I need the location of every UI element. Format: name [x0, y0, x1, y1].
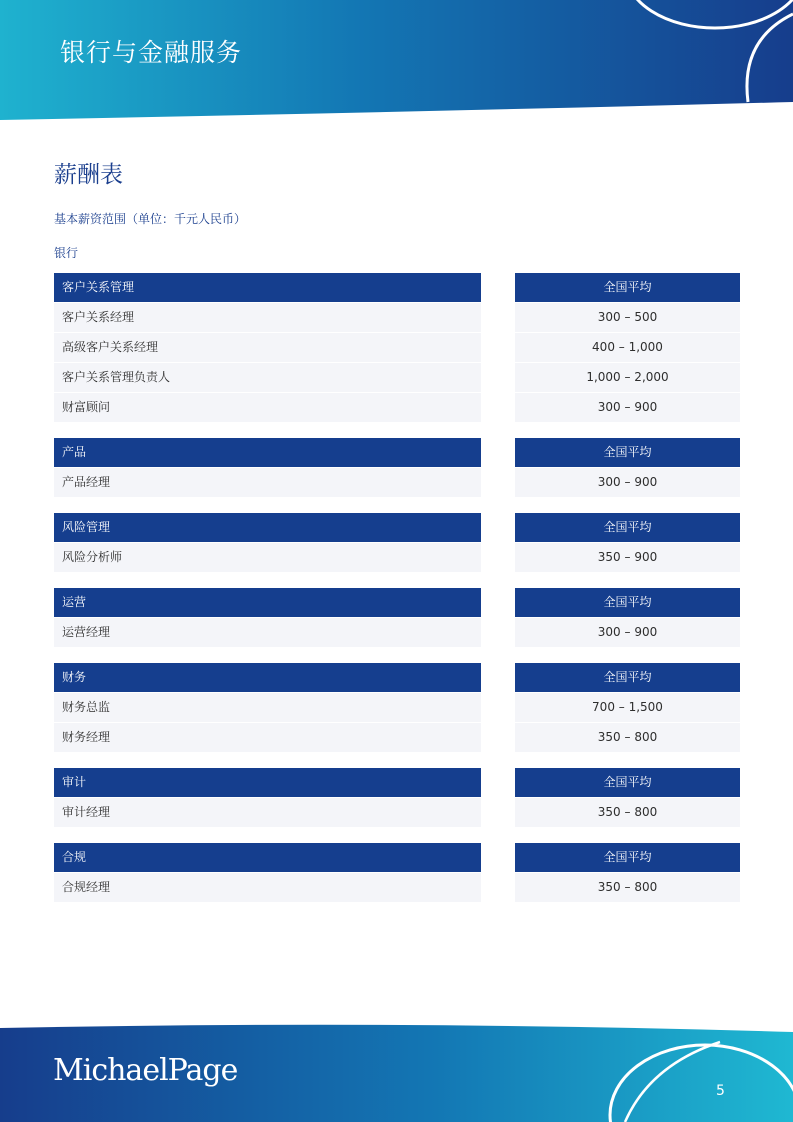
salary-range-cell: 700 – 1,500: [515, 693, 740, 722]
salary-range-cell: 400 – 1,000: [515, 333, 740, 362]
header-title: 银行与金融服务: [60, 38, 243, 67]
table-row: [54, 303, 740, 333]
job-title-cell: 运营经理: [54, 618, 481, 647]
salary-range-cell: 300 – 900: [515, 393, 740, 422]
column-header-national-average: 全国平均: [515, 438, 740, 467]
group-title: 客户关系管理: [54, 273, 481, 302]
table-group-header: [54, 663, 740, 693]
group-title: 风险管理: [54, 513, 481, 542]
job-title-cell: 财务总监: [54, 693, 481, 722]
salary-table: [54, 273, 740, 918]
michael-page-logo: MichaelPage: [53, 1053, 238, 1088]
page-number: 5: [716, 1083, 725, 1099]
table-group: [54, 843, 740, 903]
page-header-banner: [0, 0, 793, 130]
table-row: [54, 393, 740, 423]
job-title-cell: 审计经理: [54, 798, 481, 827]
table-group: [54, 588, 740, 648]
job-title-cell: 客户关系经理: [54, 303, 481, 332]
table-group-header: [54, 273, 740, 303]
table-group: [54, 768, 740, 828]
table-row: [54, 723, 740, 753]
salary-range-cell: 350 – 800: [515, 723, 740, 752]
table-group: [54, 663, 740, 753]
column-header-national-average: 全国平均: [515, 513, 740, 542]
table-row: [54, 693, 740, 723]
salary-range-cell: 350 – 900: [515, 543, 740, 572]
group-title: 审计: [54, 768, 481, 797]
table-group-header: [54, 438, 740, 468]
table-row: [54, 363, 740, 393]
column-header-national-average: 全国平均: [515, 273, 740, 302]
table-row: [54, 468, 740, 498]
job-title-cell: 客户关系管理负责人: [54, 363, 481, 392]
column-header-national-average: 全国平均: [515, 843, 740, 872]
salary-range-cell: 300 – 900: [515, 468, 740, 497]
job-title-cell: 财富顾问: [54, 393, 481, 422]
group-title: 运营: [54, 588, 481, 617]
table-group-header: [54, 513, 740, 543]
salary-range-cell: 350 – 800: [515, 873, 740, 902]
salary-range-cell: 300 – 900: [515, 618, 740, 647]
page-title: 薪酬表: [54, 162, 123, 188]
salary-range-cell: 1,000 – 2,000: [515, 363, 740, 392]
table-row: [54, 873, 740, 903]
job-title-cell: 合规经理: [54, 873, 481, 902]
table-row: [54, 543, 740, 573]
column-header-national-average: 全国平均: [515, 663, 740, 692]
job-title-cell: 高级客户关系经理: [54, 333, 481, 362]
salary-unit-note: 基本薪资范围（单位：千元人民币）: [54, 212, 247, 226]
job-title-cell: 风险分析师: [54, 543, 481, 572]
table-row: [54, 618, 740, 648]
table-row: [54, 798, 740, 828]
table-row: [54, 333, 740, 363]
table-group-header: [54, 768, 740, 798]
table-group: [54, 438, 740, 498]
table-group: [54, 513, 740, 573]
group-title: 财务: [54, 663, 481, 692]
section-label: 银行: [54, 246, 79, 260]
column-header-national-average: 全国平均: [515, 588, 740, 617]
group-title: 合规: [54, 843, 481, 872]
job-title-cell: 财务经理: [54, 723, 481, 752]
column-header-national-average: 全国平均: [515, 768, 740, 797]
salary-range-cell: 350 – 800: [515, 798, 740, 827]
table-group-header: [54, 588, 740, 618]
job-title-cell: 产品经理: [54, 468, 481, 497]
group-title: 产品: [54, 438, 481, 467]
table-group: [54, 273, 740, 423]
salary-range-cell: 300 – 500: [515, 303, 740, 332]
table-group-header: [54, 843, 740, 873]
